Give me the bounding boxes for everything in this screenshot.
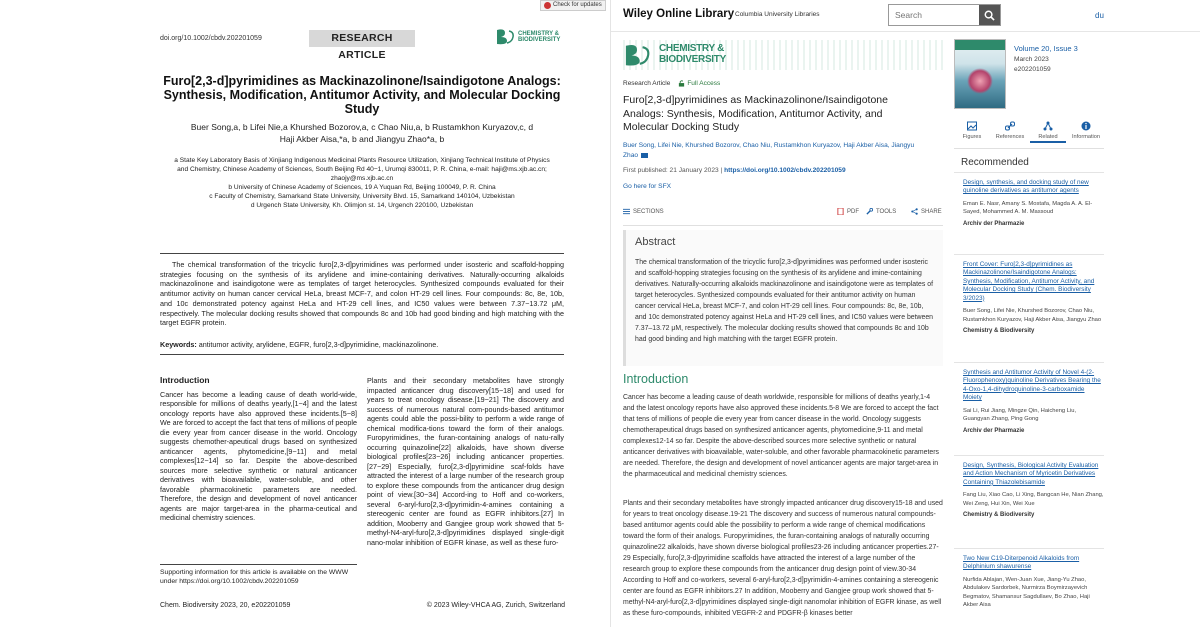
check-updates-button[interactable] [540,0,606,11]
search-box [888,4,1001,26]
sections-button[interactable] [623,208,664,215]
site-logo[interactable]: Wiley Online Library [623,8,735,20]
article-toolbar [623,206,943,220]
pdf-keywords-label: Keywords: [160,340,197,349]
issue-volume-link[interactable]: Volume 20, Issue 3 [1014,44,1078,53]
journal-logo-icon [495,28,515,46]
recommended-title-link[interactable]: Two New C19‐Diterpenoid Alkaloids from Delphinium shawurense [963,555,1080,571]
pdf-doi: doi.org/10.1002/cbdv.202201059 [160,35,262,42]
recommended-authors: Buer Song, Lifei Nie, Khurshed Bozorov, Chao Niu, Rustamkhon Kuryazov, Haji Akber Aisa, Jiangyu Zhao [963,308,1102,323]
pdf-column-text: Cancer has become a leading cause of death world-wide, responsible for millions of deaths yearly,[1−4] and the latest oncology reports have also approved these incidents.[5−8] We are forced to accept the fact that tens of millions of people die every year from cancer disease in the world. Oncology suggests chemother-apeutical drugs based on synthesized anticancer agents, phytomedicine,[9−11] and metal complexes[12−14] so far. Despite the above-described sources more selective synthetic or natural anticancer derivatives with bioavailable, water-soluble, and other favorable pharmacokinetic parameters are needed. Therefore, the design and development of novel anticancer agents are major target-area in the pharma-ceutical and medicinal chemistry sciences. [160,389,357,522]
recommended-heading: Recommended [961,157,1029,168]
abstract-heading: Abstract [635,236,676,248]
search-icon [984,10,995,21]
pdf-abstract: The chemical transformation of the tricyclic furo[2,3-d]pyrimidines was performed under isosteric and scaffold-hopping strategies focusing on the synthesis of its arylidene and imine-containing derivatives. Naturally-occurring alkaloids mackinazolinone and isaindigotone were as templates of target heterocycles. Synthesized compounds evaluated for their antitumor activity on human cancer cervical HeLa, breast MCF-7, and colon HT-29 cell lines. Four compounds: 8c, 8e, 10b, and 10c demonstrated potency against HeLa and HT-29 cell lines, and IC50 values were between 7.37−13.72 μM, respectively. The molecular docking results showed that compounds 8c and 10b had good binding and high matching with the target EGFR protein. [160,260,564,328]
recommended-authors: Fang Liu, Xiao Cao, Li Xing, Bangcan He, Nian Zhang, Wei Zeng, Hui Xin, Wei Xue [963,492,1104,507]
sfx-link[interactable]: Go here for SFX [623,183,672,190]
link-icon [1005,121,1015,131]
doi-link[interactable]: https://doi.org/10.1002/cbdv.202201059 [724,167,846,174]
pdf-intro-heading: Introduction [160,375,210,385]
toolbar-divider [623,225,943,226]
issue-details [1014,55,1051,75]
pdf-column-left [160,376,357,523]
recommended-item [954,172,1104,227]
pdf-supporting-info: Supporting information for this article is available on the WWW under https://doi.org/10.1002/cbdv.202201059 [160,569,349,585]
tab-figures[interactable] [954,119,990,140]
issue-date: March 2023 [1014,56,1049,63]
recommended-journal: Archiv der Pharmazie [963,427,1025,434]
article-title: Furo[2,3-d]pyrimidines as Mackinazolinone/Isaindigotone Analogs: Synthesis, Modification, Antitumor Activity, and Molecular Docking Study [623,94,888,133]
issue-article-id: e202201059 [1014,66,1051,73]
first-published: First published: 21 January 2023 [623,167,719,174]
pdf-affiliation: b University of Chinese Academy of Sciences, 19 A Yuquan Rd, Beijing 100049, P. R. China [228,184,496,191]
pdf-divider [160,354,564,355]
share-label: SHARE [921,208,942,215]
tab-label: Information [1072,134,1100,140]
recommended-journal: Archiv der Pharmazie [963,220,1025,227]
recommended-title-link[interactable]: Synthesis and Antitumor Activity of Novel 4‐(2‐Fluorophenoxy)quinoline Derivatives Bearing the 4‐Oxo‐1,4‐dihydroquinoline‐3‐carboxamide Moiety [963,369,1101,402]
recommended-item [954,548,1104,610]
tools-label: TOOLS [876,208,897,215]
journal-logo-icon [623,43,651,68]
journal-cover-image[interactable] [954,39,1006,109]
user-link[interactable]: du [1095,11,1104,20]
article-meta [623,80,720,87]
abstract-text: The chemical transformation of the tricyclic furo[2,3-d]pyrimidines was performed under isosteric and scaffold-hopping strategies focusing on the synthesis of its arylidene and imine-containing derivatives. Naturally-occurring alkaloids mackinazolinone and isaindigotone were as templates of target heterocycles. Synthesized compounds evaluated for their antitumor activity on human cancer cervical HeLa, breast MCF-7, and colon HT-29 cell lines. Four compounds: 8c, 8e, 10b, and 10c demonstrated potency against HeLa and HT-29 cell lines, and IC50 values were between 7.37–13.72 μM, respectively. The molecular docking results showed that compounds 8c and 10b had good binding and high matching with the target EGFR protein. [635,259,934,343]
article-type: Research Article [623,80,671,87]
pdf-footnote-rule [160,564,357,565]
pdf-footer-citation: Chem. Biodiversity 2023, 20, e202201059 [160,602,291,609]
pdf-authors-line2: Haji Akber Aisa,*a, b and Jiangyu Zhao*a, b [279,134,445,144]
recommended-item [954,254,1104,334]
tab-information[interactable] [1068,119,1104,140]
pdf-title: Furo[2,3-d]pyrimidines as Mackinazolinone/Isaindigotone Analogs: Synthesis, Modification, Antitumor Activity, and Molecular Docking Study [163,74,561,116]
tab-label: Related [1038,134,1058,140]
journal-banner-text: CHEMISTRY & BIODIVERSITY [659,43,726,65]
wrench-icon [866,208,873,215]
tab-references[interactable] [992,119,1028,140]
pdf-column-right [367,376,564,547]
recommended-item [954,362,1104,434]
share-icon [911,208,918,215]
search-button[interactable] [979,5,1000,25]
pdf-authors [160,121,564,145]
recommended-authors: Sai Li, Rui Jiang, Mingze Qin, Haicheng Liu, Guangyan Zhang, Ping Gong [963,407,1077,423]
top-bar [611,0,1200,32]
recommended-authors: Eman E. Nasr, Amany S. Mostafa, Magda A. A. El‐Sayed, Mohammed A. M. Massoud [963,200,1093,216]
journal-banner[interactable] [623,40,943,70]
list-icon [623,208,630,215]
pdf-column-text: Plants and their secondary metabolites have strongly impacted anticancer drug discovery[15−18] and used for years to treat oncology disease.[19−21] The discovery and success of numerous natural com-pounds-based antitumor agents could able the possi-bility to perform a wide range of chemical modifica-tions toward the form of their analogs. Furopyrimidines, the furan-containing analogs of natu-rally occurring quinazoline[22] alkaloids, have shown diverse biological profiles[23−26] including anticancer properties.[27−29] Especially, furo[2,3-d]pyrimidine scaf-folds have attracted the interest of a large number of the research group to explore these compounds from the anticancer drug design point of view.[30−34] Accord-ing to Hoff and co-workers, several 6-aryl-furo[2,3-d]pyrimidin-4-amines containing a stereogenic center are found as EGFR inhibitors.[27] In addition, Mooberry and Gangjee group work showed that 5-methyl-N4-aryl-furo[2,3-d]pyrimidines displayed single-digit nano-molar inhibition of EGFR kinase, as well as these furo- [367,376,564,547]
tab-label: References [995,134,1025,140]
pdf-affiliations [168,156,556,210]
image-icon [967,121,977,131]
full-access-badge [678,80,720,87]
tab-label: Figures [962,134,982,140]
introduction-heading: Introduction [623,372,689,386]
recommended-journal: Chemistry & Biodiversity [963,328,1035,335]
author-list[interactable]: Buer Song, Lifei Nie, Khurshed Bozorov, Chao Niu, Rustamkhon Kuryazov, Haji Akber Aisa, Jiangyu Zhao [623,142,915,159]
email-icon[interactable] [641,153,648,158]
info-icon [1081,121,1091,131]
pdf-button[interactable] [837,208,859,215]
network-icon [1043,121,1053,131]
article-webpage [610,0,1200,627]
share-button[interactable] [911,208,942,215]
unlock-icon [678,80,685,87]
tools-button[interactable] [866,208,896,215]
tab-related[interactable] [1030,119,1066,143]
pdf-divider [160,253,564,254]
institution-name: Columbia University Libraries [735,11,820,18]
journal-logo-text: CHEMISTRY & BIODIVERSITY [518,30,561,43]
cover-band [955,40,1006,50]
cover-artwork [967,68,993,94]
check-updates-icon [544,2,551,9]
recommended-item [954,455,1104,518]
pdf-authors-line1: Buer Song,a, b Lifei Nie,a Khurshed Bozorov,a, c Chao Niu,a, b Rustamkhon Kuryazov,c, d [190,122,534,132]
search-input[interactable] [889,5,979,25]
abstract-section [623,230,943,366]
introduction-paragraph: Plants and their secondary metabolites have strongly impacted anticancer drug discovery15-18 and used for years to treat oncology disease.19-21 The discovery and success of numerous natural compounds-based antitumor agents could able the possibility to perform a wide range of chemical modifications toward the form of their analogs. Furopyrimidines, the furan-containing analogs of naturally occurring quinazoline22 alkaloids, have shown diverse biological profiles23-26 including anticancer properties.27-29 Especially, furo[2,3-d]pyrimidine scaffolds have attracted the interest of a large number of the research group to explore these compounds from the anticancer drug design point of view.30-34 According to Hoff and co-workers, several 6-aryl-furo[2,3-d]pyrimidin-4-amines containing a stereogenic center are found as EGFR inhibitors.27 In addition, Mooberry and Gangjee group work showed that 5-methyl-N4-aryl-furo[2,3-d]pyrimidines displayed single-digit nanomolar inhibition of EGFR kinase, as well as these furo-compounds, inhibited VEGFR-2 and PDGFR-β kinases better [623,500,943,617]
journal-logo [495,28,560,46]
recommended-title-link[interactable]: Design, Synthesis, Biological Activity Evaluation and Action Mechanism of Myricetin Derivatives Containing Thiazolebisamide [963,462,1099,486]
introduction-paragraph: Cancer has become a leading cause of death worldwide, responsible for millions of deaths yearly,1-4 and the latest oncology reports have also approved these incidents.5-8 We are forced to accept the fact that tens of millions of people die every year from cancer disease in the world. Oncology suggests chemotherapeutical drugs based on synthesized anticancer agents, phytomedicine,9-11 and metal complexes12-14 so far. Despite the above-described sources more selective synthetic or natural anticancer derivatives with bioavailable, water-soluble, and other favorable pharmacokinetic parameters are needed. Therefore, the design and development of novel anticancer agents are major target-area in the pharmaceutical and medicinal chemistry sciences. [623,394,939,478]
check-updates-label: Check for updates [553,2,602,8]
pdf-keywords [160,340,564,349]
pdf-article-type: RESEARCH ARTICLE [309,30,415,47]
pdf-affiliation: d Urgench State University, Kh. Olimjon st. 14, Urgench 220100, Uzbekistan [250,202,474,209]
publication-info: First published: 21 January 2023 | https://doi.org/10.1002/cbdv.202201059 [623,167,846,174]
article-authors[interactable] [623,141,923,161]
pdf-footer-copyright: © 2023 Wiley-VHCA AG, Zurich, Switzerland [426,602,565,609]
recommended-journal: Chemistry & Biodiversity [963,512,1035,519]
recommended-title-link[interactable]: Front Cover: Furo[2,3‐d]pyrimidines as Mackinazolinone/Isaindigotone Analogs: Synthesis, Modification, Antitumor Activity, and Molecular Docking Study (Chem. Biodiversity 3/2023) [963,261,1095,302]
full-access-label: Full Access [687,80,721,87]
pdf-keywords-text: antitumor activity, arylidene, EGFR, furo[2,3-d]pyrimidine, mackinazolinone. [198,340,439,349]
side-divider [954,148,1104,149]
side-tabs [954,119,1104,145]
pdf-icon [837,208,844,215]
recommended-title-link[interactable]: Design, synthesis, and docking study of new quinoline derivatives as antitumor agents [963,179,1089,195]
pdf-affiliation: c Faculty of Chemistry, Samarkand State University, University Blvd. 15, Samarkand 140104, Uzbekistan [209,193,515,200]
pdf-affiliation: a State Key Laboratory Basis of Xinjiang Indigenous Medicinal Plants Resource Utilization, Xinjiang Technical Institute of Physics and Chemistry, Chinese Academy of Sciences, South Beijing Rd 40−1, Urumqi 830011, P. R. China, e-mail: haji@ms.xjb.ac.cn; zhaojy@ms.xjb.ac.cn [174,157,550,182]
recommended-authors: Nurfida Ablajan, Wen‐Juan Xue, Jiang‐Yu Zhao, Abdulakev Sardorbek, Nurmirza Boymirzayevich Begmatov, Shamansur Sagdullaev, Bo Zhao, Haji Akber Aisa [963,576,1090,609]
sections-label: SECTIONS [633,208,664,215]
pdf-label: PDF [847,208,859,215]
